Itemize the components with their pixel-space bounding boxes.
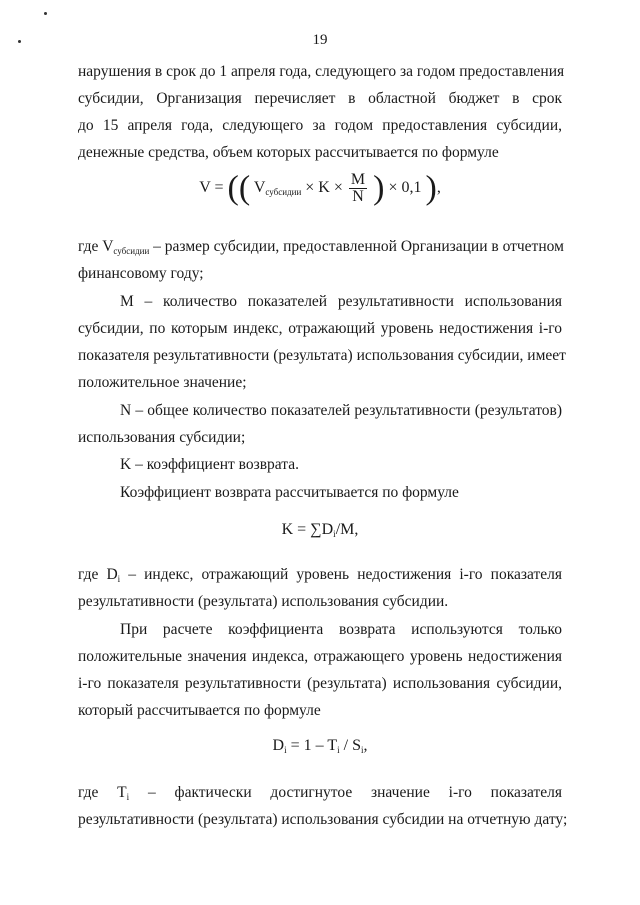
paragraph-calc: При расчете коэффициента возврата используются только bbox=[120, 621, 562, 638]
text-line: который рассчитывается по формуле bbox=[78, 702, 321, 719]
definition-t: где $T_i$ – фактически достигнутое значение i-го показателя bbox=[78, 784, 562, 802]
text-line: положительные значения индекса, отражающего уровень недостижения bbox=[78, 648, 562, 665]
text-line: использования субсидии; bbox=[78, 429, 246, 446]
formula-d: $D_i = 1 - T_i / S_i$, bbox=[272, 737, 368, 755]
definition-k: K – коэффициент возврата. bbox=[120, 456, 299, 473]
text-line: показателя результативности (результата) использования субсидии, имеет bbox=[78, 347, 566, 364]
definition-m: M – количество показателей результативности использования bbox=[120, 293, 562, 310]
text-line: результативности (результата) использования субсидии на отчетную дату; bbox=[78, 811, 568, 828]
text-line: положительное значение; bbox=[78, 374, 247, 391]
fraction-m-n: $\frac{M}{N}$ bbox=[350, 171, 366, 205]
k-intro: Коэффициент возврата рассчитывается по формуле bbox=[120, 484, 459, 501]
scan-dot bbox=[44, 12, 47, 15]
page-number: 19 bbox=[312, 32, 328, 48]
text-line: нарушения в срок до 1 апреля года, следующего за годом предоставления bbox=[78, 63, 565, 80]
formula-k: $K = \sum D_i/M$, bbox=[281, 521, 359, 539]
text-line: до 15 апреля года, следующего за годом предоставления субсидии, bbox=[78, 117, 562, 134]
definition-v: где $V_{субсидии}$ – размер субсидии, предоставленной Организации в отчетном bbox=[78, 238, 564, 256]
text-line: субсидии, по которым индекс, отражающий уровень недостижения i-го bbox=[78, 320, 562, 337]
text-line: результативности (результата) использования субсидии. bbox=[78, 593, 449, 610]
definition-d: где $D_i$ – индекс, отражающий уровень недостижения i-го показателя bbox=[78, 566, 563, 584]
text-line: денежные средства, объем которых рассчитывается по формуле bbox=[78, 144, 499, 161]
text-line: i-го показателя результативности (результата) использования субсидии, bbox=[78, 675, 562, 692]
text-line: финансовому году; bbox=[78, 265, 204, 282]
definition-n: N – общее количество показателей результативности (результатов) bbox=[120, 402, 562, 419]
text-line: субсидии, Организация перечисляет в областной бюджет в срок bbox=[78, 90, 562, 107]
formula-v: V = (( $V_{субсидии} \times K$ × $\frac{M}{N}$ ) × 0,1 ), bbox=[199, 169, 441, 207]
